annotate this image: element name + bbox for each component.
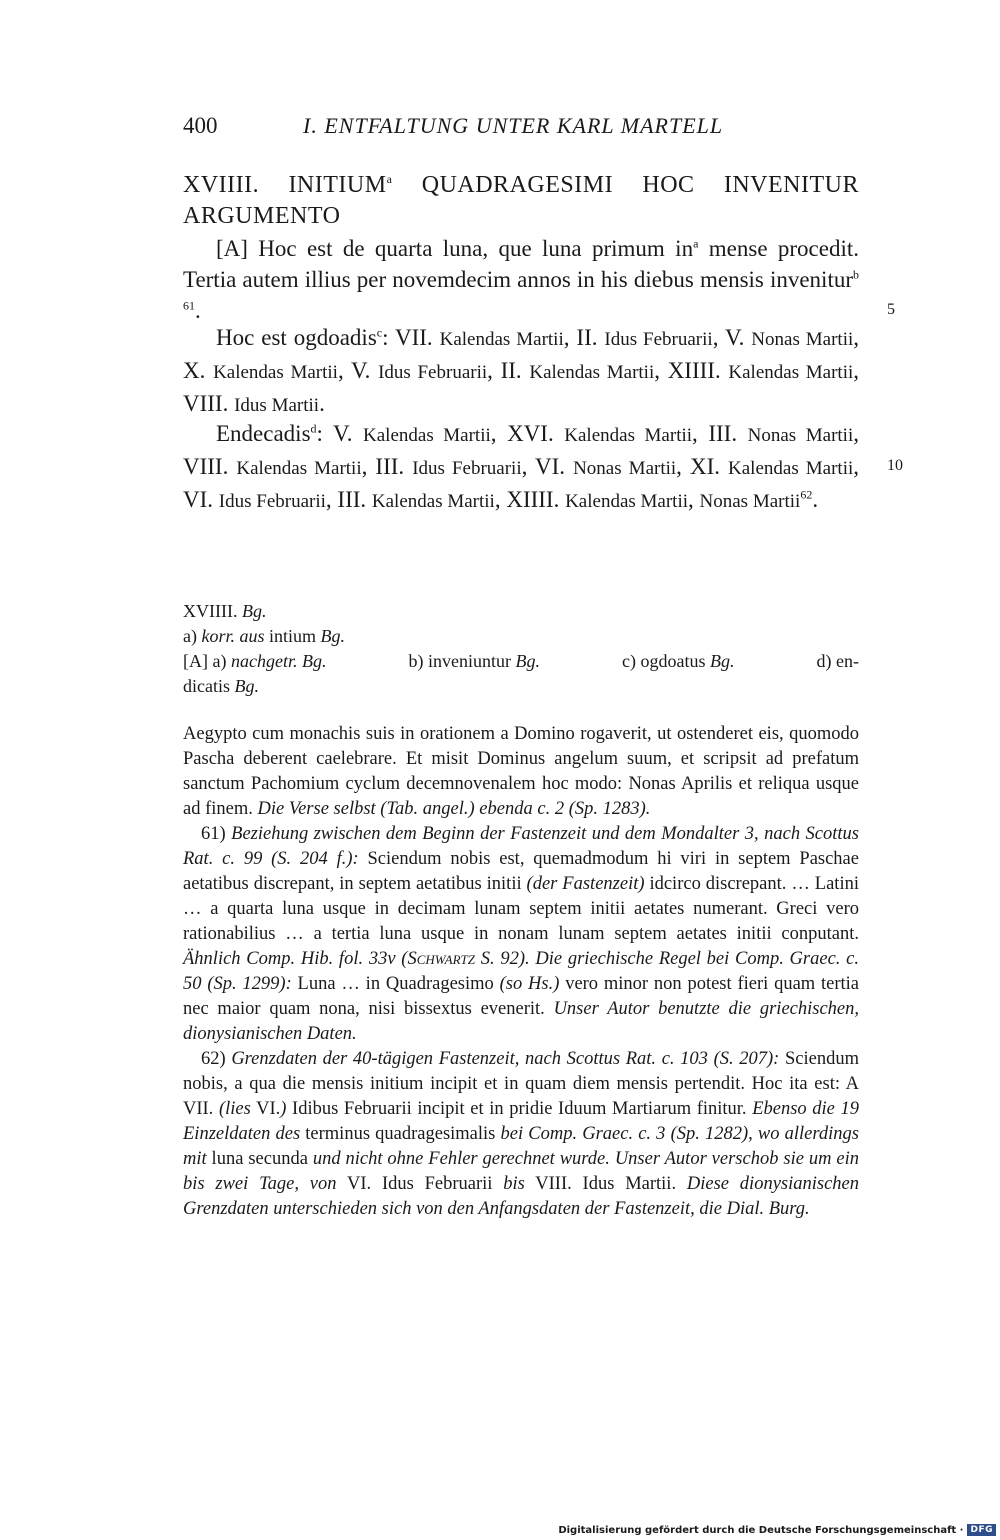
date-term: Kalendas Martii (363, 425, 491, 446)
siglum: Bg. (709, 651, 735, 671)
text-run: Die Verse selbst (Tab. angel.) ebenda c. 2 (Sp. 1283). (257, 799, 651, 819)
date-term: Nonas Martii (699, 491, 801, 512)
footnote-marker: b 61 (183, 267, 859, 313)
text-run: . (319, 391, 325, 416)
critical-apparatus (183, 599, 859, 699)
text-run: luna secunda (206, 1149, 313, 1169)
date-term: Idus Februarii (412, 458, 522, 479)
text-run: Luna … in Quadragesimo (291, 974, 500, 994)
note-number: 61) (201, 824, 232, 844)
note-continuation (183, 722, 859, 822)
text-run: c) ogdoatus (621, 651, 710, 671)
text-run: , III. (325, 487, 372, 512)
running-title: I. ENTFALTUNG UNTER KARL MARTELL (303, 113, 724, 138)
text-run: Ähnlich Comp. Hib. fol. 33v ( (183, 949, 408, 969)
text-run: idcirco discrepant. … Latini … a quarta luna usque in decimam lunam septem initii aetates numerant. Greci vero rationabilius … a tertia luna usque in nonam lunam septem aetates initii conputant. (183, 874, 859, 944)
text-run: XVIIII. (183, 601, 242, 621)
text-run: b) inveniuntur (408, 651, 516, 671)
footnote-marker: a (386, 172, 393, 186)
text-run: Unser Autor benutzte die griechischen, dionysianischen Daten. (183, 999, 860, 1044)
text-run: [A] Hoc est de quarta luna, que luna primum in (216, 236, 694, 261)
siglum: Bg. (320, 626, 346, 646)
date-term: Kalendas Martii (213, 362, 338, 383)
text-run: , V. (712, 325, 752, 350)
apparatus-entry: d) en- (816, 651, 859, 671)
date-term: Kalendas Martii (565, 491, 689, 512)
text-run: Sciendum nobis est, quemadmodum hi viri in septem Paschae aetatibus discrepant, in septem aetatibus initii (183, 849, 859, 894)
text-run: Grenzdaten der 40-tägigen Fastenzeit, nach Scottus Rat. c. 103 (S. 207): (231, 1049, 780, 1069)
text-run: , VI. (521, 454, 574, 479)
date-term: Nonas Martii (751, 329, 854, 350)
note-61 (183, 822, 859, 1047)
heading-text: XVIIII. INITIUM (183, 172, 387, 198)
text-run: mense procedit. Tertia autem illius per novemdecim annos in his diebus mensis invenitur (183, 236, 859, 292)
apparatus-line (183, 674, 859, 699)
running-header (183, 113, 863, 147)
paragraph-ogdoadis (183, 322, 859, 421)
date-term: Kalendas Martii (564, 425, 693, 446)
text-run: , III. (361, 454, 413, 479)
footnote-marker: 62 (800, 487, 813, 502)
text-run: intium (264, 626, 321, 646)
text-run: , V. (337, 358, 379, 383)
date-term: Idus Februarii (604, 329, 713, 350)
text-run: (der Fastenzeit) (526, 874, 645, 894)
text-run: : V. (316, 421, 364, 446)
footnote-marker: d (310, 421, 317, 436)
text-run: (so Hs.) (499, 974, 560, 994)
text-run: bis (503, 1174, 525, 1194)
text-run: : VII. (382, 325, 440, 350)
siglum: Bg. (515, 651, 540, 671)
text-run: (lies (218, 1099, 251, 1119)
text-run: , II. (487, 358, 530, 383)
date-term: Kalendas Martii (439, 329, 564, 350)
text-run: , XIIII. (494, 487, 566, 512)
text-run: , XIIII. (654, 358, 729, 383)
text-run: . (812, 487, 819, 512)
text-run: [A] a) (183, 651, 231, 671)
text-run: korr. aus (201, 626, 265, 646)
date-term: Idus Martii (234, 395, 320, 416)
date-term: Idus Februarii (378, 362, 488, 383)
text-run: , VIII. (183, 421, 859, 479)
text-run: . (195, 298, 201, 323)
footnote-marker: a (693, 236, 699, 251)
date-term: Nonas Martii (747, 425, 854, 446)
apparatus-line (183, 624, 859, 649)
text-run: S. 92). Die griechische Regel bei Comp. Graec. c. 50 (Sp. 1299): (183, 949, 859, 994)
text-run: Diese dionysianischen Grenzdaten unterschieden sich von den Anfangsdaten der Fastenzeit, die Dial. Burg. (183, 1174, 859, 1219)
text-run: VI. Idus Februarii (336, 1174, 504, 1194)
dfg-logo: DFG (967, 1524, 996, 1536)
text-run: vero minor non potest fieri quam tertia nec maior quam nona, nisi bissextus evenerit. (183, 974, 859, 1019)
heading-text: QUADRAGESIMI HOC INVENITUR ARGUMENTO (183, 172, 859, 229)
line-number-5: 5 (887, 301, 895, 318)
text-run: Ebenso die 19 Einzeldaten des (183, 1099, 860, 1144)
text-run: , VI. (183, 454, 860, 512)
commentary-notes (183, 722, 859, 1222)
date-term: Kalendas Martii (529, 362, 655, 383)
text-run: , II. (563, 325, 605, 350)
apparatus-entry (408, 649, 539, 674)
siglum: Bg. (234, 676, 259, 696)
text-run: Sciendum nobis, a qua die mensis initium incipit et in quam diem mensis pertendit. Hoc ita est: A VII. (183, 1049, 859, 1119)
section-heading (183, 170, 859, 232)
apparatus-entry (183, 649, 326, 674)
note-number: 62) (201, 1049, 232, 1069)
date-term: Idus Februarii (218, 491, 326, 512)
text-run: a) (183, 626, 202, 646)
apparatus-line (183, 649, 859, 674)
text-run: Aegypto cum monachis suis in orationem a Domino rogaverit, ut ostenderet eis, quomodo Pascha deberent caelebrare. Et misit Dominus angelum suum, et scripsit ad prefatum sanctum Pachomium cyclum decemnovenalem hoc modo: Nonas Aprilis et reliqua usque ad finem. (183, 724, 859, 819)
line-number-10: 10 (887, 457, 903, 474)
date-term: Kalendas Martii (728, 362, 854, 383)
text-run: , VIII. (183, 358, 860, 416)
text-run: , X. (183, 325, 860, 383)
paragraph-endecadis (183, 418, 859, 517)
date-term: Kalendas Martii (371, 491, 495, 512)
apparatus-line (183, 599, 859, 624)
date-term: Kalendas Martii (236, 458, 362, 479)
text-run: Beziehung zwischen dem Beginn der Fastenzeit und dem Mondalter 3, nach Scottus Rat. c. 99 (S. 204 f.): (183, 824, 859, 869)
siglum: Bg. (241, 601, 267, 621)
text-run: terminus quadragesimalis (300, 1124, 501, 1144)
paragraph-a (183, 233, 859, 326)
text-run: , III. (692, 421, 748, 446)
apparatus-entry (622, 649, 734, 674)
text-run: Endecadis (216, 421, 311, 446)
text-run: Idibus Februarii incipit et in pridie Iduum Martiarum finitur. (286, 1099, 753, 1119)
text-run: ) (280, 1099, 287, 1119)
text-run: Hoc est ogdoadis (216, 325, 377, 350)
funding-text: Digitalisierung gefördert durch die Deutsche Forschungsgemeinschaft · (558, 1524, 964, 1536)
date-term: Nonas Martii (573, 458, 677, 479)
text-run: dicatis (183, 676, 235, 696)
text-run: , XI. (676, 454, 729, 479)
text-run: VIII. Idus Martii. (524, 1174, 687, 1194)
text-run: und nicht ohne Fehler gerechnet wurde. Unser Autor verschob sie um ein bis zwei Tage, von (183, 1149, 859, 1194)
footnote-marker: c (376, 325, 383, 340)
text-run: bei Comp. Graec. c. 3 (Sp. 1282), wo allerdings mit (183, 1124, 859, 1169)
author-name: Schwartz (407, 949, 476, 969)
date-term: Kalendas Martii (728, 458, 854, 479)
text-run: , (688, 487, 700, 512)
funding-banner (558, 1520, 1000, 1540)
text-run: nachgetr. Bg. (230, 651, 327, 671)
text-run: VI. (250, 1099, 281, 1119)
text-run: , XVI. (490, 421, 565, 446)
page-number: 400 (183, 113, 218, 138)
note-62 (183, 1047, 859, 1222)
